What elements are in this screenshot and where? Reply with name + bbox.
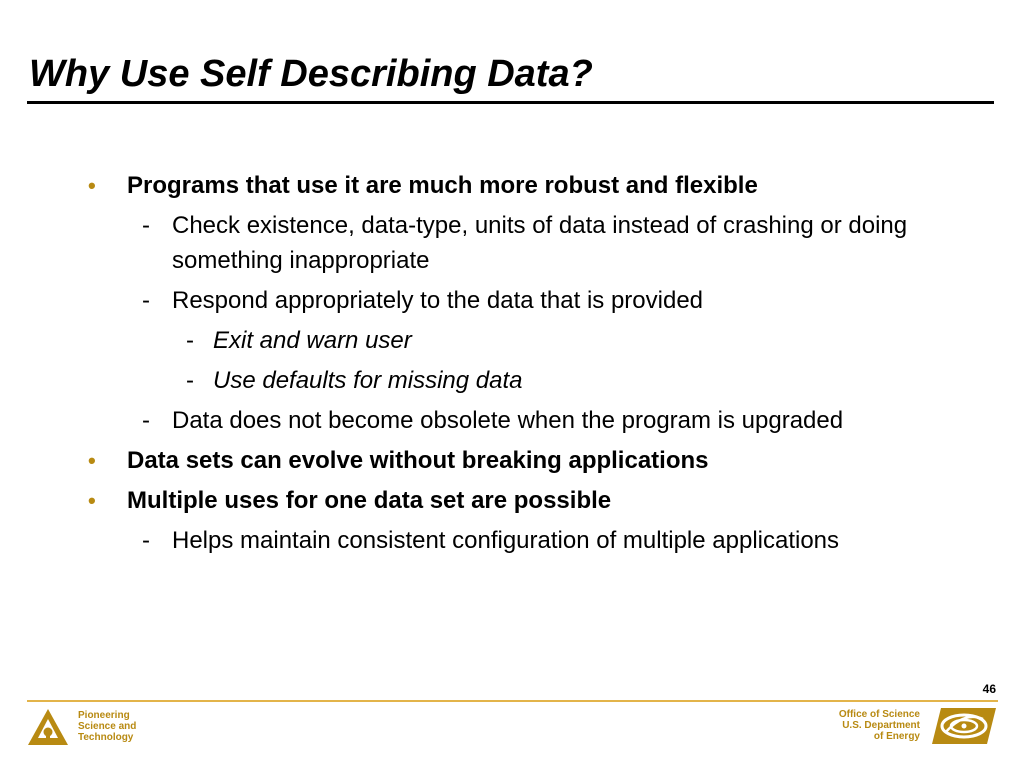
sub-bullet-marker: - <box>142 527 150 554</box>
footer-left-text <box>78 710 136 743</box>
sub-bullet-item <box>0 208 1024 278</box>
bullet-item <box>0 168 1024 203</box>
sub-sub-bullet-item <box>0 363 1024 398</box>
bullet-marker: • <box>88 488 96 513</box>
sub-bullet-item <box>0 283 1024 318</box>
bullet-text: Programs that use it are much more robust and flexible <box>127 172 758 199</box>
sub-sub-bullet-marker: - <box>186 367 194 394</box>
sub-bullet-marker: - <box>142 212 150 239</box>
footer-right-line: of Energy <box>873 731 920 742</box>
sub-bullet-marker: - <box>142 407 150 434</box>
footer-right-line: U.S. Department <box>842 720 920 731</box>
sub-bullet-item <box>0 523 1024 558</box>
footer-left-line: Technology <box>78 732 134 743</box>
bullet-list <box>0 168 1024 563</box>
footer-left-line: Pioneering <box>78 710 130 721</box>
bullet-text: Data sets can evolve without breaking applications <box>127 447 709 474</box>
footer-divider <box>27 700 998 702</box>
bullet-text: Multiple uses for one data set are possible <box>127 487 612 514</box>
slide-title: Why Use Self Describing Data? <box>29 53 593 95</box>
sub-bullet-marker: - <box>142 287 150 314</box>
title-underline <box>27 101 994 104</box>
sub-sub-bullet-text: Exit and warn user <box>213 327 412 354</box>
sub-bullet-item <box>0 403 1024 438</box>
footer-right-text <box>839 709 920 742</box>
footer-right-line: Office of Science <box>838 709 920 720</box>
sub-bullet-text: Respond appropriately to the data that is provided <box>172 287 704 314</box>
sub-bullet-text: Data does not become obsolete when the program is upgraded <box>172 407 844 434</box>
sub-bullet-text: Check existence, data-type, units of data instead of crashing or doing something inappropriate <box>172 212 908 274</box>
bullet-marker: • <box>88 448 96 473</box>
sub-bullet-text: Helps maintain consistent configuration of multiple applications <box>172 527 840 554</box>
doe-swirl-logo-icon <box>931 707 997 745</box>
bullet-item <box>0 443 1024 478</box>
argonne-triangle-logo-icon <box>27 708 69 746</box>
bullet-item <box>0 483 1024 518</box>
sub-sub-bullet-marker: - <box>186 327 194 354</box>
sub-sub-bullet-text: Use defaults for missing data <box>213 367 523 394</box>
page-number: 46 <box>982 682 996 696</box>
bullet-marker: • <box>88 173 96 198</box>
footer-left-line: Science and <box>78 721 137 732</box>
sub-sub-bullet-item <box>0 323 1024 358</box>
